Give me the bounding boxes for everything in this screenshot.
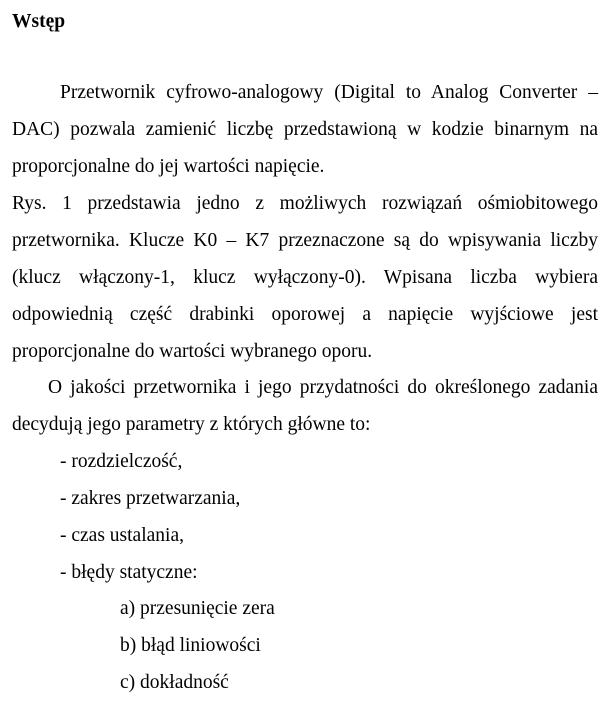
paragraph-intro: Przetwornik cyfrowo-analogowy (Digital to Analog Converter – DAC) pozwala zamienić liczbę przedstawioną w kodzie binarnym na proporcjonalne do jej wartości napięcie. (12, 82, 598, 177)
list-item-resolution: - rozdzielczość, (60, 451, 183, 472)
paragraph-parameters: O jakości przetwornika i jego przydatności do określonego zadania decydują jego parametry z których główne to: (12, 377, 598, 435)
list-item-settling-time: - czas ustalania, (60, 525, 184, 546)
sublist-item-accuracy: c) dokładność (120, 672, 229, 693)
sublist-item-zero-offset: a) przesunięcie zera (120, 598, 275, 619)
paragraph-figure-description: Rys. 1 przedstawia jedno z możliwych rozwiązań ośmiobitowego przetwornika. Klucze K0 – K7 przeznaczone są do wpisywania liczby (klucz włączony-1, klucz wyłączony-0). Wpisana liczba wybiera odpowiednią część drabinki oporowej a napięcie wyjściowe jest proporcjonalne do wartości wybranego oporu. (12, 193, 598, 362)
list-item-range: - zakres przetwarzania, (60, 488, 241, 509)
list-item-static-errors: - błędy statyczne: (60, 562, 198, 583)
sublist-item-linearity-error: b) błąd liniowości (120, 635, 261, 656)
section-heading: Wstęp (12, 11, 66, 32)
